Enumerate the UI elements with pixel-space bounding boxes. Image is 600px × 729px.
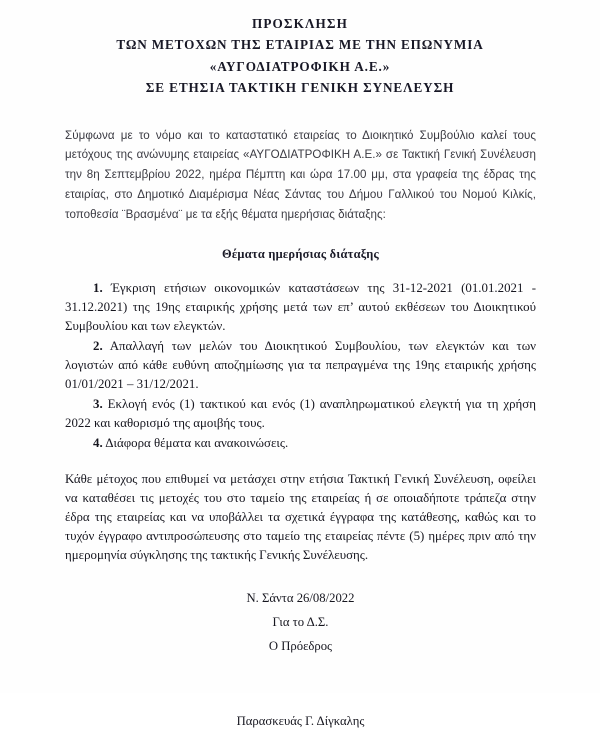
document-title-block bbox=[0, 0, 600, 99]
title-line-invitation: ΠΡΟΣΚΛΗΣΗ bbox=[0, 13, 600, 34]
agenda-item-text: Απαλλαγή των μελών του Διοικητικού Συμβουλίου, των ελεγκτών και των λογιστών από κάθε ευθύνη αποζημίωσης για τα πεπραγμένα της 19ης εταιρικής χρήσης 01/01/2021 – 31/12/2021. bbox=[65, 339, 536, 391]
agenda-item bbox=[65, 395, 536, 433]
signature-on-behalf-of: Για το Δ.Σ. bbox=[65, 611, 536, 635]
agenda-item-number: 3. bbox=[93, 397, 103, 411]
agenda-item-number: 1. bbox=[93, 281, 103, 295]
agenda-heading: Θέματα ημερήσιας διάταξης bbox=[65, 247, 536, 262]
signer-name: Παρασκευάς Γ. Δίγκαλης bbox=[65, 714, 536, 729]
title-line-company-name: «ΑΥΓΟΔΙΑΤΡΟΦΙΚΗ Α.Ε.» bbox=[0, 56, 600, 77]
agenda-item bbox=[65, 337, 536, 394]
closing-paragraph: Κάθε μέτοχος που επιθυμεί να μετάσχει στην ετήσια Τακτική Γενική Συνέλευση, οφείλει να καταθέσει τις μετοχές του στο ταμείο της εταιρείας ή σε οποιαδήποτε τράπεζα στην έδρα της εταιρείας και να υποβάλλει τα σχετικά έγγραφα της κατάθεσης, καθώς και το τυχόν έγγραφο αντιπροσώπευσης στο ταμείο της εταιρείας πέντε (5) ημέρες πριν από την ημερομηνία σύγκλησης της τακτικής Γενικής Συνέλευσης. bbox=[65, 470, 536, 565]
signature-role: Ο Πρόεδρος bbox=[65, 635, 536, 659]
agenda-item-text: Έγκριση ετήσιων οικονομικών καταστάσεων της 31-12-2021 (01.01.2021 - 31.12.2021) της 19ης εταιρικής χρήσης μετά των επ’ αυτού εκθέσεων του Διοικητικού Συμβουλίου και των ελεγκτών. bbox=[65, 281, 536, 333]
agenda-item bbox=[65, 434, 536, 453]
agenda-item-number: 4. bbox=[93, 436, 103, 450]
agenda-list bbox=[65, 279, 536, 453]
title-line-shareholders: ΤΩΝ ΜΕΤΟΧΩΝ ΤΗΣ ΕΤΑΙΡΙΑΣ ΜΕ ΤΗΝ ΕΠΩΝΥΜΙΑ bbox=[0, 34, 600, 55]
title-line-meeting-type: ΣΕ ΕΤΗΣΙΑ ΤΑΚΤΙΚΗ ΓΕΝΙΚΗ ΣΥΝΕΛΕΥΣΗ bbox=[0, 77, 600, 98]
agenda-item-text: Διάφορα θέματα και ανακοινώσεις. bbox=[105, 436, 288, 450]
intro-paragraph: Σύμφωνα με το νόμο και το καταστατικό εταιρείας το Διοικητικό Συμβούλιο καλεί τους μετόχους της ανώνυμης εταιρείας «ΑΥΓΟΔΙΑΤΡΟΦΙΚΗ Α.Ε.» σε Τακτική Γενική Συνέλευση την 8η Σεπτεμβρίου 2022, ημέρα Πέμπτη και ώρα 17.00 μμ, στα γραφεία της έδρας της εταιρίας, στο Δημοτικό Διαμέρισμα Νέας Σάντας του Δήμου Γαλλικού του Νομού Κιλκίς, τοποθεσία ¨Βρασμένα¨ με τα εξής θέματα ημερήσιας διάταξης: bbox=[65, 126, 536, 226]
agenda-item-text: Εκλογή ενός (1) τακτικού και ενός (1) αναπληρωματικού ελεγκτή για τη χρήση 2022 και καθορισμό της αμοιβής τους. bbox=[65, 397, 536, 430]
agenda-item bbox=[65, 279, 536, 336]
agenda-item-number: 2. bbox=[93, 339, 103, 353]
document-body bbox=[0, 126, 600, 729]
signature-block bbox=[65, 587, 536, 659]
signature-place-date: Ν. Σάντα 26/08/2022 bbox=[65, 587, 536, 611]
